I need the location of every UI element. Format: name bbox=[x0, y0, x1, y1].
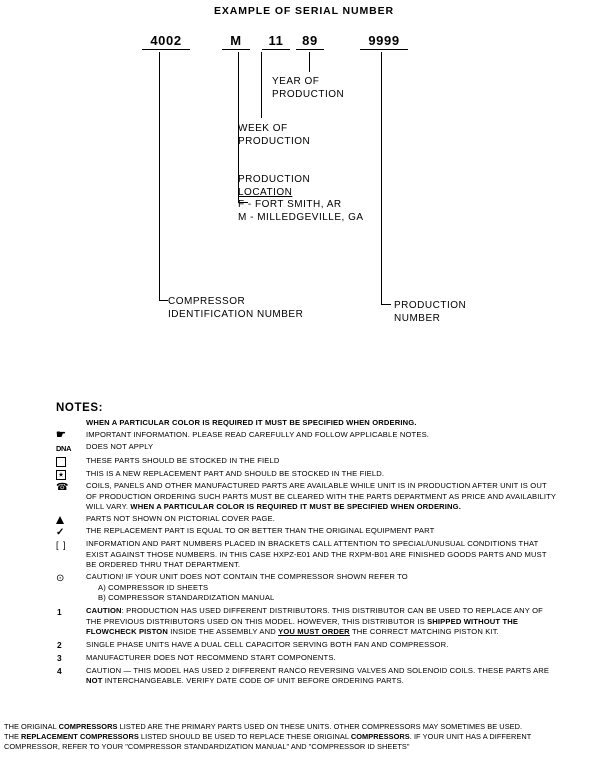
note-text-normal: INTERCHANGEABLE. VERIFY DATE CODE OF UNIT BEFORE ORDERING PARTS. bbox=[102, 675, 404, 685]
note-symbol bbox=[56, 514, 86, 525]
note-number bbox=[56, 666, 86, 677]
note-number-label: 1 bbox=[57, 606, 62, 617]
note-text: DOES NOT APPLY bbox=[86, 442, 154, 452]
footer-line-3: COMPRESSOR, REFER TO YOUR "COMPRESSOR STANDARDIZATION MANUAL" AND "COMPRESSOR ID SHEETS" bbox=[4, 742, 410, 751]
note-item bbox=[56, 514, 556, 525]
callout-week-line1: WEEK OF bbox=[238, 123, 288, 134]
numbered-note-item bbox=[56, 606, 556, 637]
serial-segment-year: 89 bbox=[296, 33, 324, 50]
leader-line-year bbox=[309, 52, 310, 72]
note-symbol bbox=[56, 481, 86, 493]
note-item bbox=[56, 430, 556, 441]
footer-line2-a: THE bbox=[4, 732, 22, 741]
note-symbol-none bbox=[56, 418, 86, 419]
callout-year-of-production bbox=[272, 76, 344, 101]
note-item bbox=[56, 526, 556, 538]
callout-production-number bbox=[394, 300, 466, 325]
note-text-normal: INSIDE THE ASSEMBLY AND bbox=[168, 627, 279, 637]
note-number bbox=[56, 606, 86, 617]
footer-line2-d: COMPRESSORS bbox=[350, 732, 410, 741]
note-text-bold: WHEN A PARTICULAR COLOR IS REQUIRED IT MUST BE SPECIFIED WHEN ORDERING. bbox=[130, 501, 461, 511]
note-text: THESE PARTS SHOULD BE STOCKED IN THE FIELD bbox=[86, 455, 280, 465]
note-text: INFORMATION AND PART NUMBERS PLACED IN BRACKETS CALL ATTENTION TO SPECIAL/UNUSUAL CONDITIONS THAT EXIST AGAINST THOSE NUMBERS. IN THIS CASE HXPZ-E01 AND THE RXPM-B01 ARE FINISHED GOODS PARTS AND MUST BE ORDERED THRU THAT DEPARTMENT. bbox=[86, 539, 547, 570]
serial-segment-production-location: M bbox=[222, 33, 250, 50]
footer-disclaimer bbox=[4, 722, 604, 752]
serial-number-diagram bbox=[0, 0, 608, 380]
callout-location-line1: PRODUCTION bbox=[238, 174, 311, 185]
note-symbol bbox=[56, 572, 86, 584]
note-item bbox=[56, 539, 556, 570]
note-symbol bbox=[56, 469, 86, 480]
note-item bbox=[56, 442, 556, 454]
note-text-bold: NOT bbox=[86, 675, 103, 685]
filled-triangle-icon bbox=[56, 516, 64, 524]
note-symbol bbox=[56, 526, 86, 538]
footer-line2-b: REPLACEMENT COMPRESSORS bbox=[21, 732, 139, 741]
callout-production-location bbox=[238, 174, 364, 224]
check-mark-icon: ✓ bbox=[56, 526, 65, 538]
footer-line1-c: LISTED ARE THE PRIMARY PARTS USED ON THESE UNITS. OTHER COMPRESSORS MAY SOMETIMES BE USED. bbox=[117, 722, 523, 731]
note-subitem: B) COMPRESSOR STANDARDIZATION MANUAL bbox=[98, 592, 275, 602]
note-symbol bbox=[56, 456, 86, 467]
dna-abbreviation-icon: DNA bbox=[56, 443, 72, 453]
callout-production-number-line2: NUMBER bbox=[394, 312, 441, 324]
boxed-star-icon bbox=[56, 470, 66, 480]
leader-elbow-compressor-id bbox=[159, 300, 168, 301]
note-item bbox=[56, 469, 556, 480]
note-symbol bbox=[56, 442, 86, 454]
footer-line-1 bbox=[4, 722, 604, 732]
note-text-main: CAUTION! IF YOUR UNIT DOES NOT CONTAIN THE COMPRESSOR SHOWN REFER TO bbox=[86, 572, 408, 582]
note-item bbox=[56, 456, 556, 467]
leader-line-compressor-id bbox=[159, 52, 160, 300]
footer-line1-b: COMPRESSORS bbox=[58, 722, 118, 731]
callout-year-line1: YEAR OF bbox=[272, 76, 320, 87]
circled-dot-icon: ⊙ bbox=[56, 572, 65, 584]
brackets-icon: [ ] bbox=[56, 539, 67, 550]
note-text: PARTS NOT SHOWN ON PICTORIAL COVER PAGE. bbox=[86, 513, 275, 523]
callout-compressor-identification-number bbox=[168, 296, 303, 321]
note-text: MANUFACTURER DOES NOT RECOMMEND START COMPONENTS. bbox=[86, 652, 336, 662]
note-text: THIS IS A NEW REPLACEMENT PART AND SHOULD BE STOCKED IN THE FIELD. bbox=[86, 468, 385, 478]
leader-line-week bbox=[261, 52, 262, 118]
pointing-hand-icon: ☛ bbox=[56, 429, 66, 442]
note-number bbox=[56, 640, 86, 651]
serial-segment-production-number: 9999 bbox=[360, 33, 408, 50]
page-title: EXAMPLE OF SERIAL NUMBER bbox=[213, 5, 395, 17]
leader-line-production-number bbox=[381, 52, 382, 304]
caution-label: CAUTION bbox=[86, 606, 122, 616]
footer-line-2 bbox=[4, 732, 604, 742]
callout-compressor-id-line2: IDENTIFICATION NUMBER bbox=[168, 308, 304, 320]
note-text-bold: SHIPPED WITHOUT THE FLOWCHECK PISTON bbox=[86, 616, 519, 637]
empty-square-icon bbox=[56, 457, 66, 467]
note-text bbox=[86, 606, 556, 637]
note-text: THE REPLACEMENT PART IS EQUAL TO OR BETTER THAN THE ORIGINAL EQUIPMENT PART bbox=[86, 526, 435, 536]
callout-location-line3: F - FORT SMITH, AR bbox=[238, 199, 342, 210]
note-text-normal: THE CORRECT MATCHING PISTON KIT. bbox=[349, 627, 499, 637]
telephone-icon: ☎ bbox=[56, 481, 69, 493]
note-text-bold-underline: YOU MUST ORDER bbox=[278, 627, 350, 637]
note-number bbox=[56, 653, 86, 664]
numbered-note-item bbox=[56, 653, 556, 664]
note-text: WHEN A PARTICULAR COLOR IS REQUIRED IT MUST BE SPECIFIED WHEN ORDERING. bbox=[86, 418, 417, 427]
note-text bbox=[86, 572, 556, 603]
callout-location-line4: M - MILLEDGEVILLE, GA bbox=[238, 211, 364, 223]
note-text: SINGLE PHASE UNITS HAVE A DUAL CELL CAPACITOR SERVING BOTH FAN AND COMPRESSOR. bbox=[86, 639, 449, 649]
note-item bbox=[56, 481, 556, 512]
note-number-label: 2 bbox=[57, 640, 62, 651]
serial-segment-week: 11 bbox=[262, 33, 290, 50]
footer-line2-c: LISTED SHOULD BE USED TO REPLACE THESE ORIGINAL bbox=[138, 732, 351, 741]
note-number-label: 3 bbox=[57, 653, 62, 664]
callout-location-line2: LOCATION bbox=[238, 186, 293, 198]
footer-line2-e: . IF YOUR UNIT HAS A DIFFERENT bbox=[409, 732, 532, 741]
note-text bbox=[86, 481, 556, 512]
note-symbol bbox=[56, 430, 86, 441]
note-item bbox=[56, 418, 556, 428]
callout-year-line2: PRODUCTION bbox=[272, 88, 345, 100]
numbered-note-item bbox=[56, 640, 556, 651]
note-number-label: 4 bbox=[57, 666, 62, 677]
footer-line1-a: THE ORIGINAL bbox=[4, 722, 59, 731]
leader-elbow-production-number bbox=[381, 304, 391, 305]
notes-section bbox=[56, 402, 556, 688]
callout-production-number-line1: PRODUCTION bbox=[394, 300, 467, 311]
note-text: IMPORTANT INFORMATION. PLEASE READ CAREFULLY AND FOLLOW APPLICABLE NOTES. bbox=[86, 429, 430, 439]
note-text-normal: COILS, PANELS AND OTHER MANUFACTURED PARTS ARE AVAILABLE WHILE UNIT IS IN PRODUCTION AFTER UNIT IS OUT OF PRODUCTION ORDERING SUCH PARTS MUST BE CLEARED WITH THE PARTS DEPARTMENT AS PRICE AND AVAILABILITY WILL VARY. bbox=[86, 481, 557, 511]
note-text-normal: CAUTION — THIS MODEL HAS USED 2 DIFFERENT RANCO REVERSING VALVES AND SOLENOID COILS. THESE PARTS ARE bbox=[86, 665, 550, 675]
note-subitem: A) COMPRESSOR ID SHEETS bbox=[98, 582, 209, 592]
note-item bbox=[56, 572, 556, 603]
serial-segment-compressor-id: 4002 bbox=[142, 33, 190, 50]
numbered-note-item bbox=[56, 666, 556, 687]
callout-compressor-id-line1: COMPRESSOR bbox=[168, 296, 246, 307]
note-symbol bbox=[56, 539, 86, 550]
note-text-normal: : PRODUCTION HAS USED DIFFERENT DISTRIBUTORS. THIS DISTRIBUTOR CAN BE USED TO REPLACE ANY OF THE PREVIOUS DISTRIBUTORS USED ON THIS MODEL. HOWEVER, THIS DISTRIBUTOR IS bbox=[86, 606, 543, 626]
callout-week-of-production bbox=[238, 123, 310, 148]
note-text bbox=[86, 666, 556, 687]
callout-week-line2: PRODUCTION bbox=[238, 135, 311, 147]
notes-heading: NOTES: bbox=[56, 402, 104, 414]
